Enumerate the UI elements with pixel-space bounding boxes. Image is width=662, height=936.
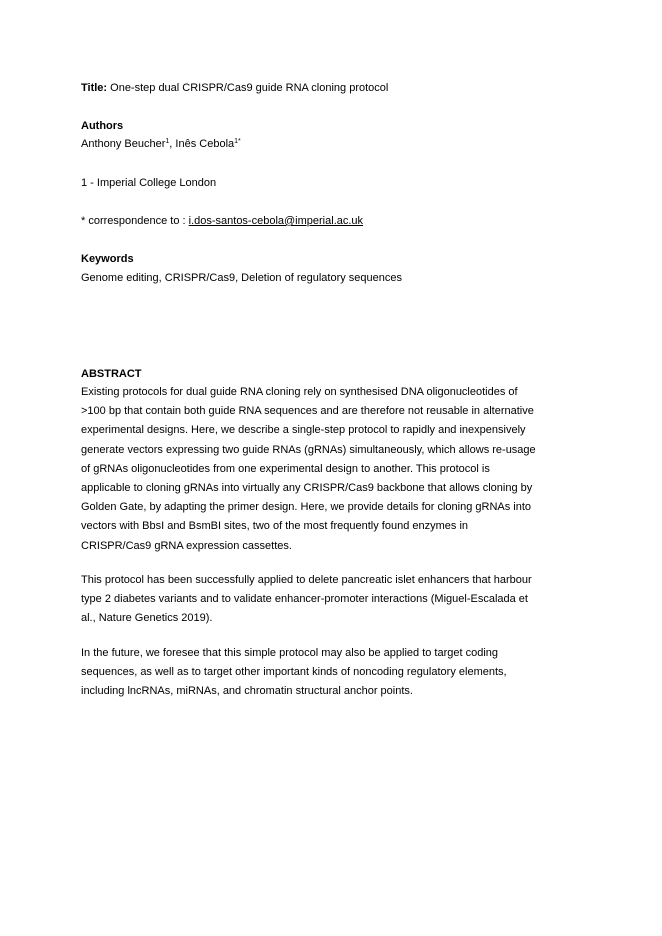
authors-heading: Authors xyxy=(81,120,124,132)
text-line: CRISPR/Cas9 gRNA expression cassettes. xyxy=(81,539,292,552)
text-line: In the future, we foresee that this simple protocol may also be applied to target coding xyxy=(81,647,499,659)
affiliation: 1 - Imperial College London xyxy=(81,177,217,189)
text-line: type 2 diabetes variants and to validate enhancer-promoter interactions (Miguel-Escalada et xyxy=(81,593,528,606)
author-separator: , xyxy=(169,138,176,150)
abstract-paragraph xyxy=(81,571,581,629)
correspondence-email-link[interactable]: i.dos-santos-cebola@imperial.ac.uk xyxy=(188,215,364,227)
correspondence-line xyxy=(81,214,363,228)
author-affiliation-mark: 1* xyxy=(234,138,241,145)
text-line: Existing protocols for dual guide RNA cloning rely on synthesised DNA oligonucleotides of xyxy=(81,386,518,398)
text-line: sequences, as well as to target other important kinds of noncoding regulatory elements, xyxy=(81,666,507,679)
text-line: of gRNAs oligonucleotides from one experimental design to another. This protocol is xyxy=(81,462,490,475)
correspondence-prefix: * correspondence to : xyxy=(81,215,189,227)
author-affiliation-mark: 1 xyxy=(165,138,170,145)
abstract-paragraph xyxy=(81,644,581,702)
title-line xyxy=(81,81,388,95)
text-line: This protocol has been successfully applied to delete pancreatic islet enhancers that harbour xyxy=(81,574,532,586)
title-label: Title: xyxy=(81,82,108,94)
abstract-paragraph xyxy=(81,383,581,556)
author-name: Anthony Beucher xyxy=(81,138,166,150)
paper-title: One-step dual CRISPR/Cas9 guide RNA cloning protocol xyxy=(110,82,389,94)
text-line: vectors with BbsI and BsmBI sites, two of the most frequently found enzymes in xyxy=(81,520,469,533)
text-line: generate vectors expressing two guide RNAs (gRNAs) simultaneously, which allows re-usage xyxy=(81,443,536,456)
keywords-text: Genome editing, CRISPR/Cas9, Deletion of regulatory sequences xyxy=(81,272,403,284)
text-line: Golden Gate, by adapting the primer design. Here, we provide details for cloning gRNAs into xyxy=(81,501,532,514)
text-line: experimental designs. Here, we describe a single-step protocol to rapidly and inexpensively xyxy=(81,424,526,437)
keywords-heading: Keywords xyxy=(81,253,134,265)
text-line: al., Nature Genetics 2019). xyxy=(81,612,213,625)
text-line: >100 bp that contain both guide RNA sequences and are therefore not reusable in alternative xyxy=(81,405,534,418)
authors-line xyxy=(81,137,241,151)
text-line: including lncRNAs, miRNAs, and chromatin structural anchor points. xyxy=(81,685,413,698)
text-line: applicable to cloning gRNAs into virtually any CRISPR/Cas9 backbone that allows cloning by xyxy=(81,482,533,495)
author-name: Inês Cebola xyxy=(175,138,235,150)
abstract-heading: ABSTRACT xyxy=(81,368,142,380)
